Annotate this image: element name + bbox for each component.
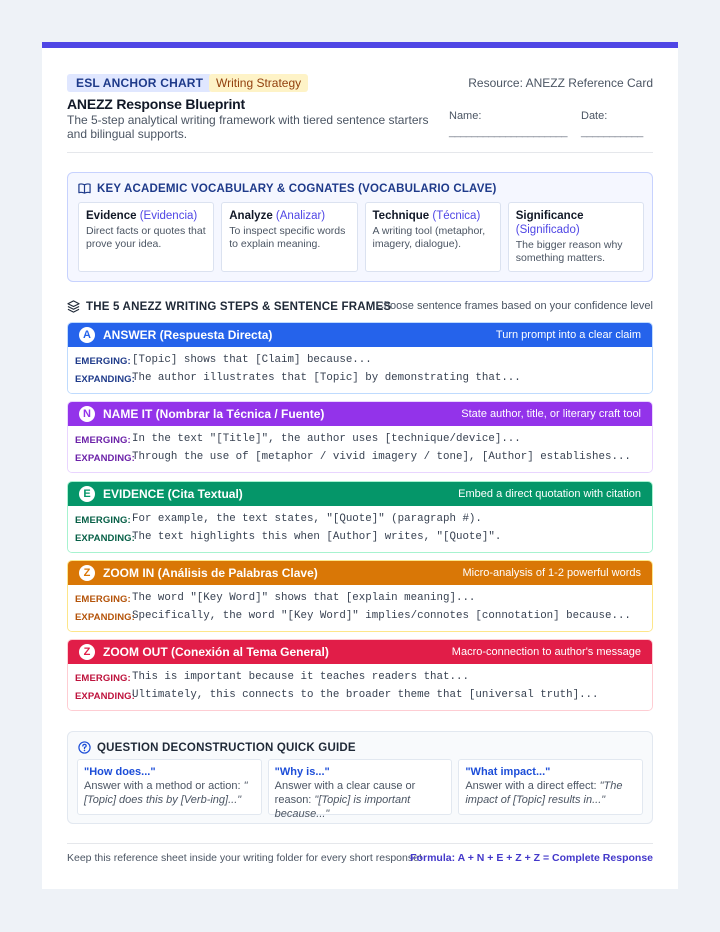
guide-answer: Answer with a direct effect: "The impact of [Topic] results in...": [465, 780, 623, 806]
guide-card-impact: [458, 759, 643, 815]
step-description: Micro-analysis of 1-2 powerful words: [462, 567, 641, 579]
page-subtitle: The 5-step analytical writing framework with tiered sentence starters and bilingual supports.: [67, 113, 429, 141]
step-letter-icon: N: [79, 406, 95, 422]
vocab-term: Analyze: [229, 210, 273, 222]
name-line: _____________________: [449, 126, 567, 138]
step-frames: [68, 506, 652, 552]
step-frames: [68, 426, 652, 472]
step-description: Macro-connection to author's message: [451, 646, 641, 658]
vocab-card-technique: [365, 202, 501, 272]
header: [67, 74, 653, 154]
writing-strategy-badge: Writing Strategy: [209, 74, 308, 92]
page-title: ANEZZ Response Blueprint: [67, 96, 245, 112]
expanding-label: EXPANDING:: [75, 374, 135, 385]
footer: [67, 852, 653, 866]
vocab-definition: A writing tool (metaphor, imagery, dialogue).: [372, 225, 486, 250]
expanding-frame: The author illustrates that [Topic] by demonstrating that...: [132, 372, 521, 384]
expanding-frame: Through the use of [metaphor / vivid imagery / tone], [Author] establishes...: [132, 451, 631, 463]
vocab-definition: The bigger reason why something matters.: [515, 239, 623, 264]
emerging-frame: For example, the text states, "[Quote]" (paragraph #).: [132, 513, 482, 525]
expanding-frame: Specifically, the word "[Key Word]" implies/connotes [connotation] because...: [132, 610, 631, 622]
expanding-label: EXPANDING:: [75, 691, 135, 702]
guide-heading-text: QUESTION DECONSTRUCTION QUICK GUIDE: [97, 742, 356, 754]
step-card: [67, 401, 653, 473]
step-description: State author, title, or literary craft tool: [461, 408, 641, 420]
anchor-chart-page: [42, 42, 678, 889]
emerging-label: EMERGING:: [75, 515, 131, 526]
footer-divider: [67, 843, 653, 844]
question-circle-icon: [78, 741, 91, 754]
emerging-frame: This is important because it teaches readers that...: [132, 671, 469, 683]
header-divider: [67, 152, 653, 153]
step-description: Embed a direct quotation with citation: [458, 488, 641, 500]
guide-example: "[Topic] does this by [Verb-ing]...": [84, 780, 248, 806]
vocab-card-evidence: [78, 202, 214, 272]
resource-label: Resource: ANEZZ Reference Card: [468, 76, 653, 90]
vocabulary-cards: [78, 202, 644, 272]
steps-section-header: [67, 298, 653, 316]
footer-formula: Formula: A + N + E + Z + Z = Complete Response: [410, 852, 653, 864]
guide-question: "What impact...": [465, 766, 551, 778]
guide-card-how: [77, 759, 262, 815]
expanding-label: EXPANDING:: [75, 453, 135, 464]
emerging-label: EMERGING:: [75, 356, 131, 367]
step-card: [67, 322, 653, 394]
expanding-label: EXPANDING:: [75, 612, 135, 623]
step-name: ZOOM OUT (Conexión al Tema General): [103, 645, 329, 659]
question-guide-panel: [67, 731, 653, 824]
guide-example: "The impact of [Topic] results in...": [465, 780, 623, 806]
name-label: Name:: [449, 110, 482, 122]
vocab-cognate: (Significado): [515, 224, 580, 236]
vocab-card-significance: [508, 202, 644, 272]
step-frames: [68, 585, 652, 631]
guide-example: "[Topic] is important because...": [274, 794, 411, 820]
step-card: [67, 639, 653, 711]
emerging-frame: [Topic] shows that [Claim] because...: [132, 354, 372, 366]
guide-card-why: [268, 759, 453, 820]
step-letter-icon: Z: [79, 644, 95, 660]
step-letter-icon: Z: [79, 565, 95, 581]
step-card: [67, 481, 653, 553]
steps-heading: [67, 300, 391, 313]
expanding-label: EXPANDING:: [75, 533, 135, 544]
guide-question: "How does...": [84, 766, 156, 778]
vocabulary-panel: [67, 172, 653, 282]
step-header: [68, 323, 652, 347]
step-card: [67, 560, 653, 632]
step-header: [68, 561, 652, 585]
guide-answer: Answer with a clear cause or reason: "[Topic] is important because...": [274, 780, 416, 820]
step-name: EVIDENCE (Cita Textual): [103, 487, 243, 501]
step-name: NAME IT (Nombrar la Técnica / Fuente): [103, 407, 325, 421]
step-frames: [68, 347, 652, 393]
esl-anchor-badge: ESL ANCHOR CHART: [67, 74, 212, 92]
step-letter-icon: E: [79, 486, 95, 502]
footer-note: Keep this reference sheet inside your writing folder for every short response!: [67, 852, 422, 864]
top-accent-bar: [42, 42, 678, 48]
vocab-cognate: (Analizar): [275, 210, 326, 222]
vocab-term: Technique: [372, 210, 430, 222]
step-frames: [68, 664, 652, 710]
date-field[interactable]: [581, 110, 643, 138]
vocab-definition: Direct facts or quotes that prove your idea.: [86, 225, 206, 250]
step-description: Turn prompt into a clear claim: [495, 329, 641, 341]
emerging-label: EMERGING:: [75, 673, 131, 684]
emerging-label: EMERGING:: [75, 594, 131, 605]
step-header: [68, 402, 652, 426]
date-label: Date:: [581, 110, 608, 122]
step-name: ZOOM IN (Análisis de Palabras Clave): [103, 566, 318, 580]
vocabulary-heading-text: KEY ACADEMIC VOCABULARY & COGNATES (VOCABULARIO CLAVE): [97, 183, 497, 195]
vocab-cognate: (Evidencia): [139, 210, 198, 222]
guide-cards: [77, 759, 643, 820]
emerging-frame: In the text "[Title]", the author uses [technique/device]...: [132, 433, 521, 445]
emerging-frame: The word "[Key Word]" shows that [explain meaning]...: [132, 592, 476, 604]
vocab-term: Evidence: [86, 210, 137, 222]
steps-heading-text: THE 5 ANEZZ WRITING STEPS & SENTENCE FRAMES: [86, 301, 392, 313]
name-field[interactable]: [449, 110, 567, 138]
step-header: [68, 640, 652, 664]
vocab-definition: To inspect specific words to explain meaning.: [229, 225, 346, 250]
vocabulary-heading: [78, 182, 496, 195]
guide-answer: Answer with a method or action: "[Topic] does this by [Verb-ing]...": [84, 780, 248, 806]
vocab-term: Significance: [515, 210, 584, 222]
vocab-card-analyze: [221, 202, 357, 272]
steps-hint: Choose sentence frames based on your confidence level: [375, 300, 653, 312]
layers-icon: [67, 300, 80, 313]
step-header: [68, 482, 652, 506]
step-name: ANSWER (Respuesta Directa): [103, 328, 273, 342]
step-letter-icon: A: [79, 327, 95, 343]
guide-question: "Why is...": [274, 766, 330, 778]
date-line: ___________: [581, 126, 643, 138]
book-icon: [78, 182, 91, 195]
guide-heading: [78, 741, 356, 754]
expanding-frame: Ultimately, this connects to the broader theme that [universal truth]...: [132, 689, 599, 701]
emerging-label: EMERGING:: [75, 435, 131, 446]
expanding-frame: The text highlights this when [Author] writes, "[Quote]".: [132, 531, 502, 543]
vocab-cognate: (Técnica): [432, 210, 481, 222]
